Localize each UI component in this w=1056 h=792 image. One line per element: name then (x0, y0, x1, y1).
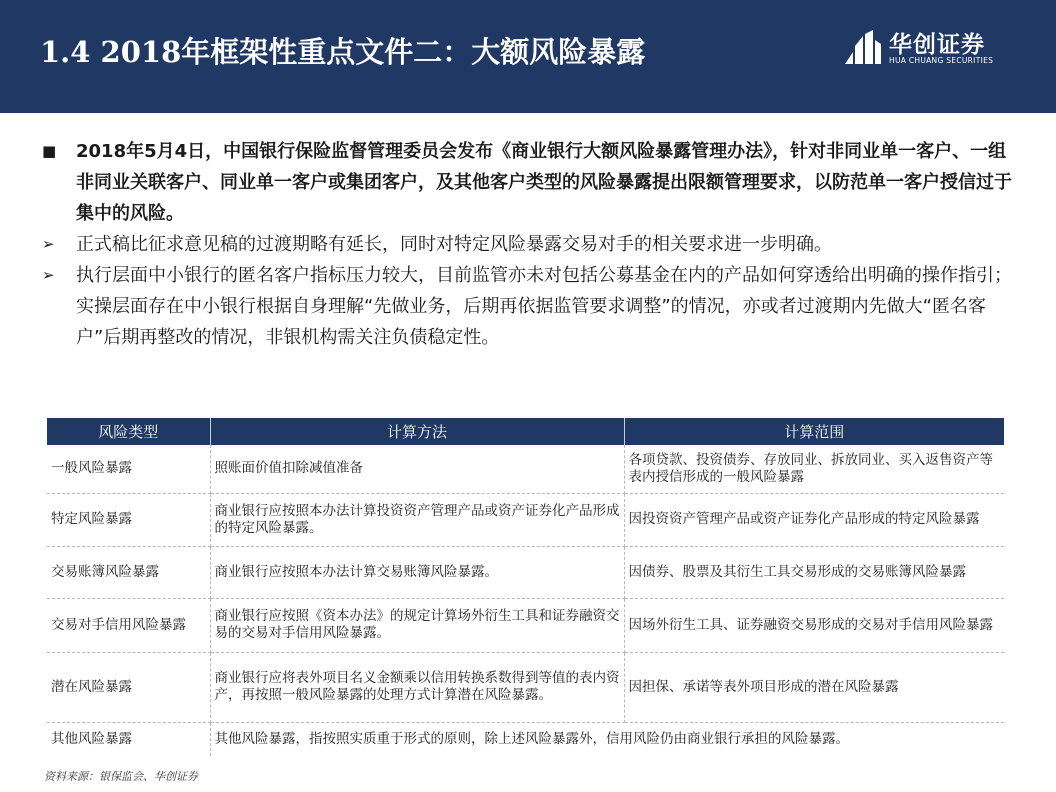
bullet-point (40, 229, 1015, 260)
cell-method: 商业银行应按照本办法计算交易账簿风险暴露。 (210, 546, 624, 598)
cell-method: 商业银行应按照《资本办法》的规定计算场外衍生工具和证券融资交易的交易对手信用风险暴露。 (210, 598, 624, 652)
cell-risk-type: 一般风险暴露 (47, 445, 210, 493)
cell-scope: 因投资资产管理产品或资产证券化产品形成的特定风险暴露 (624, 493, 1004, 546)
cell-risk-type: 特定风险暴露 (47, 493, 210, 546)
risk-exposure-table (47, 418, 1004, 756)
table-row (47, 722, 1004, 756)
cell-scope: 因场外衍生工具、证券融资交易形成的交易对手信用风险暴露 (624, 598, 1004, 652)
title-bar (0, 0, 1056, 113)
intro-text: 2018年5月4日，中国银行保险监督管理委员会发布《商业银行大额风险暴露管理办法》，针对非同业单一客户、一组非同业关联客户、同业单一客户或集团客户，及其他客户类型的风险暴露提出限额管理要求，以防范单一客户授信过于集中的风险。 (76, 141, 1012, 224)
cell-scope: 各项贷款、投资债券、存放同业、拆放同业、买入返售资产等表内授信形成的一般风险暴露 (624, 445, 1004, 493)
cell-method: 照账面价值扣除减值准备 (210, 445, 624, 493)
cell-scope: 因债券、股票及其衍生工具交易形成的交易账簿风险暴露 (624, 546, 1004, 598)
cell-merged-description: 其他风险暴露，指按照实质重于形式的原则，除上述风险暴露外，信用风险仍由商业银行承担的风险暴露。 (214, 730, 849, 747)
header-method: 计算方法 (210, 418, 624, 445)
table-row (47, 546, 1004, 598)
cell-risk-type: 其他风险暴露 (47, 722, 210, 756)
table-header-row (47, 418, 1004, 445)
arrow-bullet-icon: ➢ (42, 235, 55, 253)
cell-scope: 因担保、承诺等表外项目形成的潜在风险暴露 (624, 652, 1004, 722)
table-row (47, 493, 1004, 546)
cell-risk-type: 潜在风险暴露 (47, 652, 210, 722)
intro-paragraph (40, 136, 1015, 229)
arrow-bullet-icon: ➢ (42, 266, 55, 284)
logo-name-cn: 华创证券 (889, 32, 985, 58)
logo-mark-icon (843, 30, 883, 66)
cell-method: 商业银行应将表外项目名义金额乘以信用转换系数得到等值的表内资产，再按照一般风险暴露的处理方式计算潜在风险暴露。 (210, 652, 624, 722)
header-scope: 计算范围 (624, 418, 1004, 445)
table-row (47, 445, 1004, 493)
bullet-point (40, 260, 1015, 353)
cell-risk-type: 交易账簿风险暴露 (47, 546, 210, 598)
company-logo (843, 26, 1023, 70)
table-row (47, 652, 1004, 722)
content-body (40, 136, 1015, 353)
bullet-text: 正式稿比征求意见稿的过渡期略有延长，同时对特定风险暴露交易对手的相关要求进一步明确。 (76, 234, 832, 255)
source-note: 资料来源：银保监会、华创证券 (44, 770, 198, 783)
logo-name-en: HUA CHUANG SECURITIES (889, 56, 994, 65)
cell-risk-type: 交易对手信用风险暴露 (47, 598, 210, 652)
square-bullet-icon: ■ (42, 142, 57, 160)
header-risk-type: 风险类型 (47, 418, 210, 445)
bullet-text: 执行层面中小银行的匿名客户指标压力较大，目前监管亦未对包括公募基金在内的产品如何穿透给出明确的操作指引；实操层面存在中小银行根据自身理解“先做业务，后期再依据监管要求调整”的情况，亦或者过渡期内先做大“匿名客户”后期再整改的情况，非银机构需关注负债稳定性。 (76, 265, 1012, 348)
table-row (47, 598, 1004, 652)
page-title: 1.4 2018年框架性重点文件二：大额风险暴露 (40, 35, 646, 69)
cell-method: 商业银行应按照本办法计算投资资产管理产品或资产证券化产品形成的特定风险暴露。 (210, 493, 624, 546)
